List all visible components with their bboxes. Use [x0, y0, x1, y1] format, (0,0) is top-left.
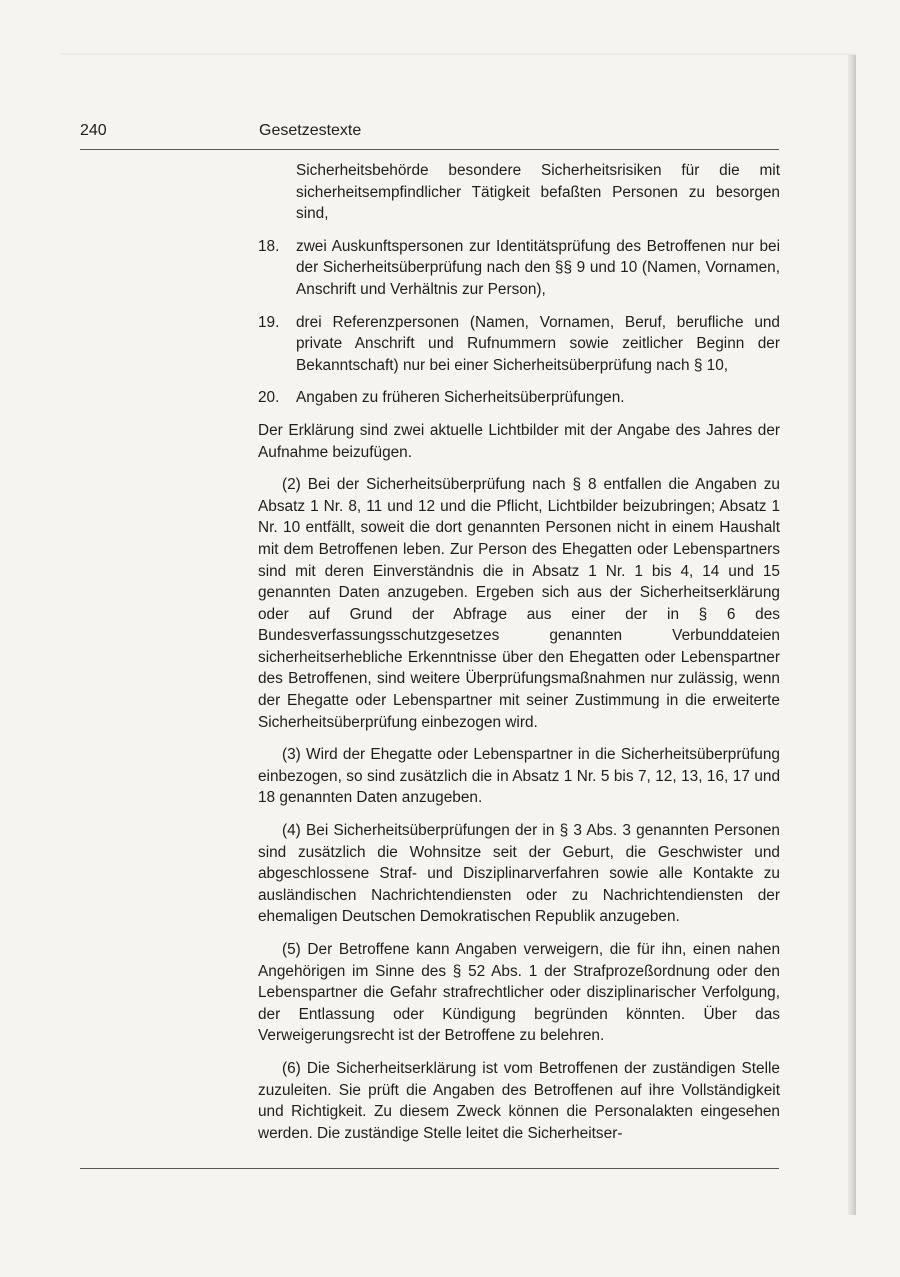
list-text: drei Referenzpersonen (Namen, Vornamen, Beruf, berufliche und private Anschrift und Rufnummern sowie zeitlicher Beginn der Bekanntschaft) nur bei einer Sicherheitsüberprüfung nach § 10, [296, 313, 780, 374]
page-body [258, 160, 780, 1155]
page-number: 240 [80, 122, 107, 139]
closing-sentence: Der Erklärung sind zwei aktuelle Lichtbilder mit der Angabe des Jahres der Aufnahme beizufügen. [258, 421, 780, 461]
continuation-text: Sicherheitsbehörde besondere Sicherheitsrisiken für die mit sicherheitsempfindlicher Tätigkeit befaßten Personen zu besorgen sind, [296, 162, 780, 223]
list-number: 20. [258, 389, 280, 407]
list-text: zwei Auskunftspersonen zur Identitätsprüfung des Betroffenen nur bei der Sicherheitsüberprüfung nach den §§ 9 und 10 (Namen, Vornamen, Anschrift und Verhältnis zur Person), [296, 237, 780, 298]
footer-rule [80, 1168, 779, 1169]
header-rule [80, 149, 779, 150]
list-item-20 [258, 387, 780, 409]
paragraph-2: (2) Bei der Sicherheitsüberprüfung nach § 8 entfallen die Angaben zu Absatz 1 Nr. 8, 11 und 12 und die Pflicht, Lichtbilder beizubringen; Absatz 1 Nr. 10 entfällt, soweit die dort genannten Personen nicht in einem Haushalt mit dem Betroffenen leben. Zur Person des Ehegatten oder Lebenspartners sind mit deren Einverständnis die in Absatz 1 Nr. 1 bis 4, 14 und 15 genannten Daten anzugeben. Ergeben sich aus der Sicherheitserklärung oder auf Grund der Abfrage aus einer der in § 6 des Bundesverfassungsschutzgesetzes genannten Verbunddateien sicherheitserhebliche Erkenntnisse über den Ehegatten oder Lebenspartner des Betroffenen, sind weitere Überprüfungsmaßnahmen nur zulässig, wenn der Ehegatte oder Lebenspartner mit seiner Zustimmung in die erweiterte Sicherheitsüberprüfung einbezogen wird. [258, 476, 780, 731]
list-number: 18. [258, 237, 280, 255]
page-top-edge [60, 52, 856, 55]
paragraph-3: (3) Wird der Ehegatte oder Lebenspartner in die Sicherheitsüberprüfung einbezogen, so sind zusätzlich die in Absatz 1 Nr. 5 bis 7, 12, 13, 16, 17 und 18 genannten Daten anzugeben. [258, 746, 780, 807]
page-header [80, 122, 780, 144]
running-head: Gesetzestexte [259, 122, 362, 139]
list-number: 19. [258, 313, 280, 331]
list-text: Angaben zu früheren Sicherheitsüberprüfungen. [296, 389, 625, 407]
paragraph-6: (6) Die Sicherheitserklärung ist vom Betroffenen der zuständigen Stelle zuzuleiten. Sie prüft die Angaben des Betroffenen auf ihre Vollständigkeit und Richtigkeit. Zu diesem Zweck können die Personalakten eingesehen werden. Die zuständige Stelle leitet die Sicherheitser- [258, 1059, 780, 1142]
list-item-19 [258, 312, 780, 377]
paragraph-4: (4) Bei Sicherheitsüberprüfungen der in § 3 Abs. 3 genannten Personen sind zusätzlich die Wohnsitze seit der Geburt, die Geschwister und abgeschlossene Straf- und Disziplinarverfahren sowie alle Kontakte zu ausländischen Nachrichtendiensten oder zu Nachrichtendiensten der ehemaligen Deutschen Demokratischen Republik anzugeben. [258, 822, 780, 926]
list-item-18 [258, 236, 780, 301]
paragraph-5: (5) Der Betroffene kann Angaben verweigern, die für ihn, einen nahen Angehörigen im Sinne des § 52 Abs. 1 der Strafprozeßordnung oder den Lebenspartner die Gefahr strafrechtlicher oder disziplinarischer Verfolgung, der Entlassung oder Kündigung begründen könnten. Über das Verweigerungsrecht ist der Betroffene zu belehren. [258, 941, 780, 1045]
page-right-edge [848, 55, 856, 1215]
